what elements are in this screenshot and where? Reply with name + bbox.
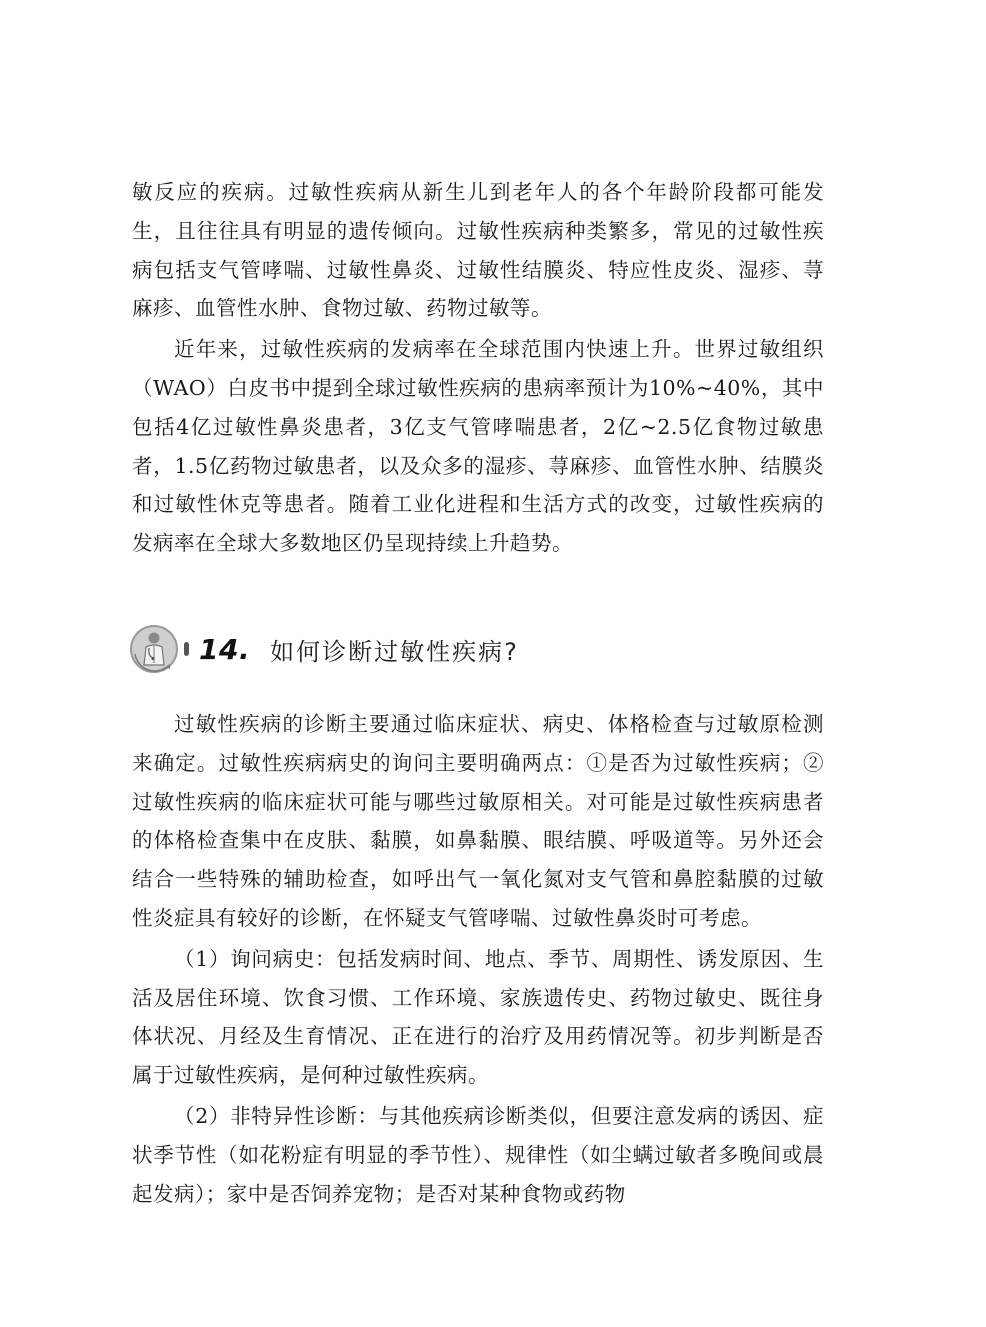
paragraph-allergy-overview: 敏反应的疾病。过敏性疾病从新生儿到老年人的各个年龄阶段都可能发生，且往往具有明显的遗传倾向。过敏性疾病种类繁多，常见的过敏性疾病包括支气管哮喘、过敏性鼻炎、过敏性结膜炎、特应性皮炎、湿疹、荨麻疹、血管性水肿、食物过敏、药物过敏等。 — [132, 180, 824, 321]
body-text-section — [132, 705, 824, 1213]
paragraph-medical-history: （1）询问病史：包括发病时间、地点、季节、周期性、诱发原因、生活及居住环境、饮食习惯、工作环境、家族遗传史、药物过敏史、既往身体状况、月经及生育情况、正在进行的治疗及用药情况等。初步判断是否属于过敏性疾病，是何种过敏性疾病。 — [132, 946, 824, 1088]
paragraph-prevalence: 近年来，过敏性疾病的发病率在全球范围内快速上升。世界过敏组织（WAO）白皮书中提到全球过敏性疾病的患病率预计为10%~40%，其中包括4亿过敏性鼻炎患者，3亿支气管哮喘患者，2亿~2.5亿食物过敏患者，1.5亿药物过敏患者，以及众多的湿疹、荨麻疹、血管性水肿、结膜炎和过敏性休克等患者。随着工业化进程和生活方式的改变，过敏性疾病的发病率在全球大多数地区仍呈现持续上升趋势。 — [132, 337, 824, 556]
paragraph-diagnosis-intro: 过敏性疾病的诊断主要通过临床症状、病史、体格检查与过敏原检测来确定。过敏性疾病病史的询问主要明确两点：①是否为过敏性疾病；②过敏性疾病的临床症状可能与哪些过敏原相关。对可能是过敏性疾病患者的体格检查集中在皮肤、黏膜，如鼻黏膜、眼结膜、呼吸道等。另外还会结合一些特殊的辅助检查，如呼出气一氧化氮对支气管和鼻腔黏膜的过敏性炎症具有较好的诊断，在怀疑支气管哮喘、过敏性鼻炎时可考虑。 — [132, 712, 824, 930]
top-text-section — [132, 173, 824, 563]
doctor-badge-icon — [128, 623, 180, 675]
section-number: 14. — [199, 632, 251, 666]
heading-dot-decoration — [184, 642, 189, 656]
section-title: 如何诊断过敏性疾病? — [270, 637, 519, 666]
section-heading — [128, 618, 519, 680]
paragraph-nonspecific-diagnosis: （2）非特异性诊断：与其他疾病诊断类似，但要注意发病的诱因、症状季节性（如花粉症有明显的季节性）、规律性（如尘螨过敏者多晚间或晨起发病）；家中是否饲养宠物；是否对某种食物或药物 — [132, 1103, 824, 1206]
